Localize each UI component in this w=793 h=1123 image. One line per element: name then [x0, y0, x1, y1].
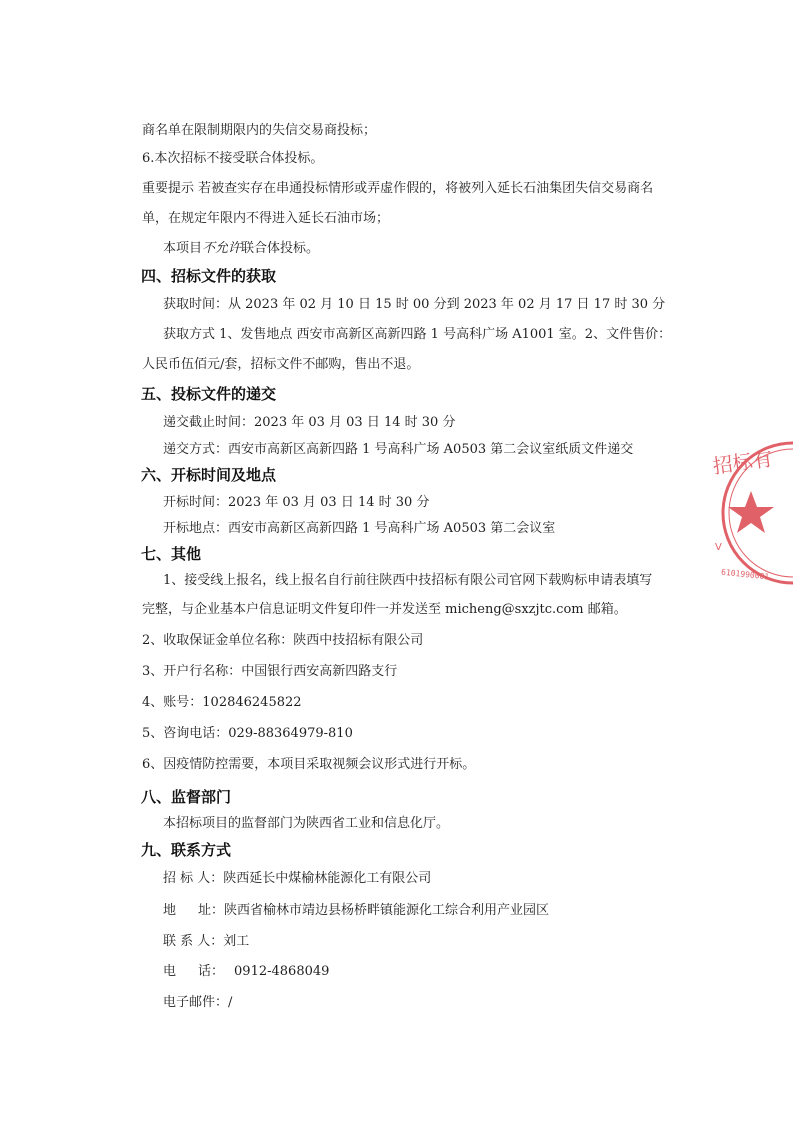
list-item: 3、开户行名称：中国银行西安高新四路支行: [142, 664, 398, 679]
contact-person: [163, 933, 249, 951]
opening-time: 开标时间：2023 年 03 月 03 日 14 时 30 分: [163, 495, 430, 510]
section-heading: 四、招标文件的获取: [141, 267, 277, 285]
company-seal-stamp: [705, 425, 793, 595]
text-span-italic: 不允许: [202, 241, 242, 256]
text-line: 6.本次招标不接受联合体投标。: [142, 151, 324, 166]
stamp-mark: V: [715, 542, 722, 553]
field-label: 招 标 人：: [163, 871, 224, 886]
field-value: 刘工: [223, 934, 250, 949]
field-value: 0912-4868049: [234, 964, 330, 979]
field-label: 联 系 人：: [163, 934, 224, 949]
field-value: 陕西延长中煤榆林能源化工有限公司: [223, 871, 432, 886]
list-item: 6、因疫情防控需要，本项目采取视频会议形式进行开标。: [142, 757, 476, 772]
submission-deadline: 递交截止时间：2023 年 03 月 03 日 14 时 30 分: [163, 415, 456, 430]
opening-place: 开标地点：西安市高新区高新四路 1 号高科广场 A0503 第二会议室: [163, 521, 556, 536]
field-value: 陕西省榆林市靖边县杨桥畔镇能源化工综合利用产业园区: [224, 903, 550, 918]
field-label: 电子邮件：: [163, 995, 229, 1010]
contact-address: [163, 902, 549, 920]
section-heading: 八、监督部门: [141, 788, 232, 806]
consortium-note: [163, 240, 319, 258]
list-item: 5、咨询电话：029-88364979-810: [142, 726, 353, 741]
submission-method: 递交方式：西安市高新区高新四路 1 号高科广场 A0503 第二会议室纸质文件递交: [163, 442, 634, 457]
field-label: 话：: [198, 964, 225, 979]
star-icon: [728, 491, 774, 533]
stamp-code: 6101990001: [720, 567, 770, 582]
field-label: 地: [163, 903, 177, 918]
section-heading: 六、开标时间及地点: [141, 466, 277, 484]
field-label: 址：: [198, 903, 225, 918]
text-span: 本项目: [163, 241, 203, 256]
contact-bidder: [163, 870, 431, 888]
section-heading: 七、其他: [141, 545, 202, 563]
contact-phone: [163, 963, 329, 981]
contact-email: [163, 994, 232, 1012]
supervision-text: 本招标项目的监督部门为陕西省工业和信息化厅。: [163, 816, 450, 831]
list-item: 完整，与企业基本户信息证明文件复印件一并发送至 micheng@sxzjtc.com 邮箱。: [142, 602, 627, 617]
section-heading: 五、投标文件的递交: [141, 385, 277, 403]
acquire-time: 获取时间：从 2023 年 02 月 10 日 15 时 00 分到 2023 年 02 月 17 日 17 时 30 分: [163, 297, 666, 312]
section-heading: 九、联系方式: [141, 841, 232, 859]
text-line: 商名单在限制期限内的失信交易商投标；: [142, 123, 377, 138]
stamp-text: 招标有: [711, 446, 774, 479]
list-item: 4、账号：102846245822: [142, 695, 302, 710]
field-value: /: [228, 995, 233, 1010]
important-note: 重要提示 若被查实存在串通投标情形或弄虚作假的，将被列入延长石油集团失信交易商名: [142, 181, 654, 196]
document-price: 人民币伍佰元/套，招标文件不邮购，售出不退。: [142, 357, 420, 372]
list-item: 1、接受线上报名，线上报名自行前往陕西中技招标有限公司官网下载购标申请表填写: [163, 573, 653, 588]
list-item: 2、收取保证金单位名称：陕西中技招标有限公司: [142, 633, 424, 648]
text-span: 联合体投标。: [241, 241, 320, 256]
text-line: 单，在规定年限内不得进入延长石油市场；: [142, 211, 390, 226]
acquire-method: 获取方式 1、发售地点 西安市高新区高新四路 1 号高科广场 A1001 室。2、文件售价：: [163, 327, 672, 342]
field-label: 电: [163, 964, 177, 979]
